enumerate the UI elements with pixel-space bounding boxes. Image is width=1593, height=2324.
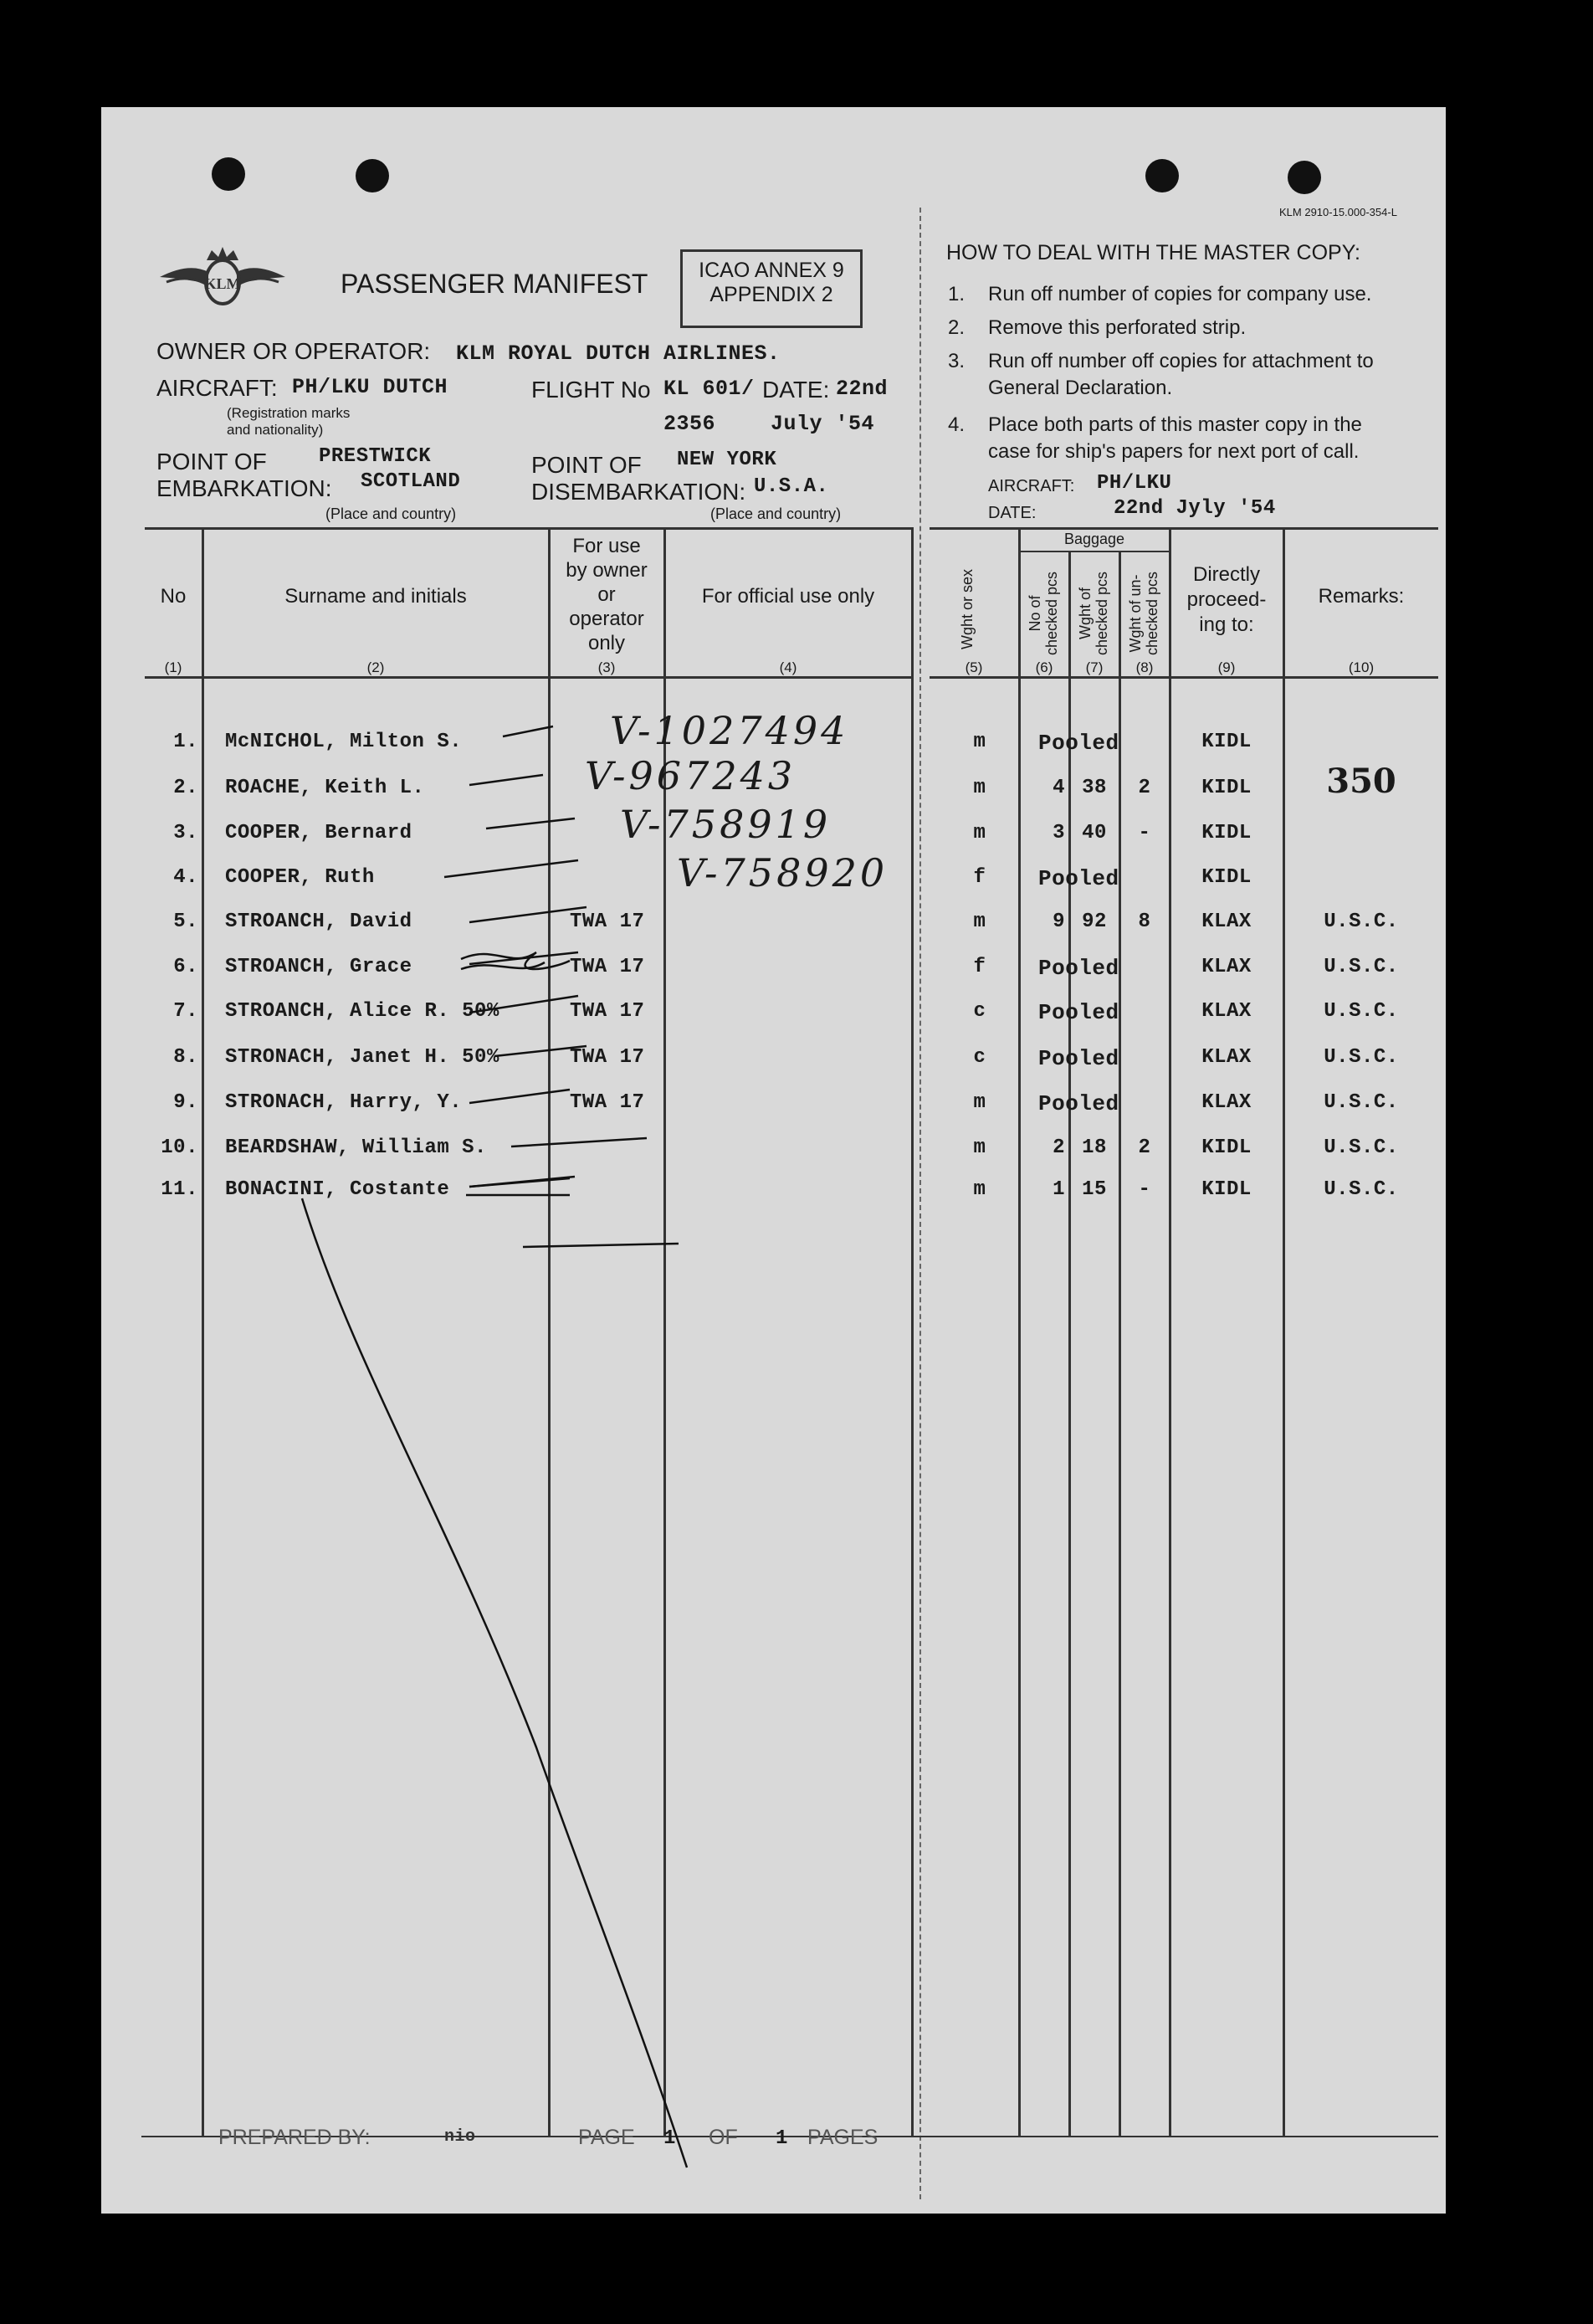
prepared-label: PREPARED BY: (218, 2126, 371, 2149)
weight-or-sex: f (973, 956, 986, 978)
disembark-value2: U.S.A. (754, 475, 829, 498)
remarks-value: U.S.C. (1324, 1000, 1399, 1023)
weight-or-sex: c (973, 1046, 986, 1069)
date-label: DATE: (762, 377, 830, 403)
destination: KLAX (1201, 1046, 1252, 1069)
flight-label: FLIGHT No (531, 377, 651, 403)
col-num: (8) (1135, 659, 1154, 675)
weight-or-sex: m (973, 731, 986, 753)
remarks-value: 350 (1326, 762, 1396, 801)
passenger-name: STROANCH, Grace (225, 956, 412, 978)
passenger-name: STRONACH, Harry, Y. (225, 1091, 463, 1114)
passenger-name: STRONACH, Janet H. 50% (225, 1046, 499, 1069)
flight-value: KL 601/ (663, 377, 755, 401)
flight-value2: 2356 (663, 412, 716, 436)
manifest-sheet (101, 107, 1446, 2214)
col-head-no: No (160, 585, 187, 608)
howto-date-label: DATE: (988, 504, 1037, 522)
howto-date-value: 22nd Jyly '54 (1114, 497, 1276, 520)
weight-or-sex: m (973, 911, 986, 933)
owner-use-value: TWA 17 (570, 956, 645, 978)
header-line: checked pcs (1144, 571, 1160, 655)
passenger-name: ROACHE, Keith L. (225, 777, 425, 799)
col-num: (2) (366, 659, 385, 675)
owner-use-value: TWA 17 (570, 1091, 645, 1114)
header-line: Wght of (1077, 587, 1094, 640)
pooled-label: Pooled (1038, 1000, 1119, 1025)
destination: KLAX (1201, 1091, 1252, 1114)
owner-use-line: For use (572, 535, 641, 557)
howto-num: 4. (948, 413, 966, 436)
row-number: 3. (173, 822, 198, 844)
destination: KIDL (1201, 777, 1252, 799)
remarks-value: U.S.C. (1324, 1046, 1399, 1069)
destination: KIDL (1201, 1136, 1252, 1159)
pooled-label: Pooled (1038, 866, 1119, 891)
col-head-wght-sex: Wght or sex (959, 568, 976, 650)
embark-value2: SCOTLAND (361, 470, 461, 493)
col-num: (7) (1085, 659, 1104, 675)
aircraft-value: PH/LKU DUTCH (292, 375, 448, 399)
owner-use-line: operator (569, 608, 644, 630)
owner-use-value: TWA 17 (570, 1000, 645, 1023)
embark-value1: PRESTWICK (319, 445, 432, 468)
col-head-baggage: Baggage (1063, 531, 1125, 547)
aircraft-label: AIRCRAFT: (156, 375, 278, 401)
unchecked-weight: 8 (1138, 911, 1151, 933)
weight-or-sex: m (973, 1091, 986, 1114)
disembark-sub: (Place and country) (710, 505, 842, 522)
col-num: (3) (597, 659, 616, 675)
embark-label2: EMBARKATION: (156, 475, 332, 501)
passenger-name: BONACINI, Costante (225, 1178, 450, 1201)
row-number: 8. (173, 1046, 198, 1069)
icao-line2: APPENDIX 2 (709, 283, 833, 306)
owner-use-line: or (597, 583, 616, 606)
embark-sub: (Place and country) (325, 505, 457, 522)
weight-or-sex: m (973, 822, 986, 844)
passenger-name: STROANCH, David (225, 911, 412, 933)
howto-text: Remove this perforated strip. (988, 316, 1247, 339)
owner-value: KLM ROYAL DUTCH AIRLINES. (456, 341, 781, 366)
howto-text: Run off number off copies for attachment to (988, 350, 1374, 372)
checked-pcs: 3 (1053, 822, 1065, 844)
aircraft-sub1: (Registration marks (227, 405, 351, 421)
header-line: Directly (1192, 563, 1260, 586)
header-line: checked pcs (1043, 571, 1060, 655)
pooled-label: Pooled (1038, 731, 1119, 756)
howto-title: HOW TO DEAL WITH THE MASTER COPY: (946, 241, 1360, 264)
destination: KIDL (1201, 731, 1252, 753)
destination: KLAX (1201, 956, 1252, 978)
row-number: 2. (173, 777, 198, 799)
date-value2: July '54 (771, 412, 875, 436)
remarks-value: U.S.C. (1324, 1091, 1399, 1114)
official-handwritten-number: V-967243 (585, 753, 796, 798)
howto-text: General Declaration. (988, 377, 1173, 399)
checked-pcs: 4 (1053, 777, 1065, 799)
prepared-value: nio (444, 2127, 476, 2147)
owner-use-line: by owner (566, 559, 648, 582)
passenger-name: McNICHOL, Milton S. (225, 731, 463, 753)
checked-pcs: 2 (1053, 1136, 1065, 1159)
page-number: 1 (663, 2127, 676, 2150)
owner-label: OWNER OR OPERATOR: (156, 338, 431, 364)
aircraft-sub2: and nationality) (227, 422, 324, 438)
form-code: KLM 2910-15.000-354-L (1279, 206, 1397, 218)
of-label: OF (709, 2126, 738, 2149)
pen-strokes (101, 107, 1446, 2214)
passenger-name: COOPER, Ruth (225, 866, 375, 889)
row-number: 5. (173, 911, 198, 933)
unchecked-weight: - (1138, 822, 1151, 844)
owner-use-value: TWA 17 (570, 911, 645, 933)
pooled-label: Pooled (1038, 1091, 1119, 1116)
unchecked-weight: 2 (1138, 777, 1151, 799)
row-number: 6. (173, 956, 198, 978)
howto-text: Place both parts of this master copy in the (988, 413, 1362, 436)
disembark-label1: POINT OF (531, 452, 642, 478)
passenger-name: STROANCH, Alice R. 50% (225, 1000, 499, 1023)
remarks-value: U.S.C. (1324, 956, 1399, 978)
form-title: PASSENGER MANIFEST (341, 269, 648, 299)
col-num: (10) (1348, 659, 1375, 675)
col-num: (4) (779, 659, 797, 675)
unchecked-weight: 2 (1138, 1136, 1151, 1159)
header-line: checked pcs (1094, 571, 1110, 655)
destination: KIDL (1201, 822, 1252, 844)
row-number: 7. (173, 1000, 198, 1023)
weight-or-sex: m (973, 777, 986, 799)
passenger-name: COOPER, Bernard (225, 822, 412, 844)
header-line: proceed- (1186, 588, 1267, 611)
page-label: PAGE (578, 2126, 635, 2149)
col-num: (6) (1035, 659, 1053, 675)
weight-or-sex: m (973, 1178, 986, 1201)
embark-label1: POINT OF (156, 449, 267, 475)
col-head-remarks: Remarks: (1318, 585, 1405, 608)
destination: KIDL (1201, 1178, 1252, 1201)
col-head-surname: Surname and initials (284, 585, 467, 608)
howto-aircraft-label: AIRCRAFT: (988, 477, 1075, 495)
col-head-official: For official use only (701, 585, 875, 608)
passenger-name: BEARDSHAW, William S. (225, 1136, 487, 1159)
howto-num: 2. (948, 316, 966, 339)
howto-text: case for ship's papers for next port of call. (988, 440, 1360, 463)
owner-use-line: only (587, 632, 626, 654)
row-number: 11. (161, 1178, 198, 1201)
disembark-value1: NEW YORK (677, 449, 777, 471)
weight-or-sex: f (973, 866, 986, 889)
howto-num: 3. (948, 350, 966, 372)
header-line: ing to: (1199, 613, 1254, 636)
unchecked-weight: - (1138, 1178, 1151, 1201)
row-number: 10. (161, 1136, 198, 1159)
destination: KIDL (1201, 866, 1252, 889)
destination: KLAX (1201, 1000, 1252, 1023)
checked-weight: 40 (1082, 822, 1107, 844)
checked-weight: 92 (1082, 911, 1107, 933)
checked-weight: 15 (1082, 1178, 1107, 1201)
weight-or-sex: m (973, 1136, 986, 1159)
official-handwritten-number: V-758919 (620, 802, 832, 847)
date-value1: 22nd (836, 377, 889, 401)
howto-text: Run off number of copies for company use. (988, 283, 1372, 305)
row-number: 4. (173, 866, 198, 889)
col-num: (1) (164, 659, 182, 675)
icao-line1: ICAO ANNEX 9 (699, 259, 844, 282)
row-number: 9. (173, 1091, 198, 1114)
svg-text:KLM: KLM (204, 275, 241, 292)
official-handwritten-number: V-1027494 (610, 708, 849, 753)
pooled-label: Pooled (1038, 1046, 1119, 1071)
header-line: Wght of un- (1127, 574, 1144, 653)
pages-label: PAGES (807, 2126, 878, 2149)
checked-weight: 38 (1082, 777, 1107, 799)
owner-use-value: TWA 17 (570, 1046, 645, 1069)
disembark-label2: DISEMBARKATION: (531, 479, 746, 505)
page-total: 1 (776, 2127, 788, 2150)
remarks-value: U.S.C. (1324, 911, 1399, 933)
remarks-value: U.S.C. (1324, 1136, 1399, 1159)
checked-pcs: 9 (1053, 911, 1065, 933)
header-line: No of (1027, 595, 1043, 632)
weight-or-sex: c (973, 1000, 986, 1023)
checked-weight: 18 (1082, 1136, 1107, 1159)
row-number: 1. (173, 731, 198, 753)
checked-pcs: 1 (1053, 1178, 1065, 1201)
remarks-value: U.S.C. (1324, 1178, 1399, 1201)
col-num: (5) (965, 659, 983, 675)
col-num: (9) (1217, 659, 1236, 675)
pooled-label: Pooled (1038, 956, 1119, 981)
howto-aircraft-value: PH/LKU (1097, 472, 1172, 495)
howto-num: 1. (948, 283, 966, 305)
destination: KLAX (1201, 911, 1252, 933)
official-handwritten-number: V-758920 (677, 850, 889, 895)
